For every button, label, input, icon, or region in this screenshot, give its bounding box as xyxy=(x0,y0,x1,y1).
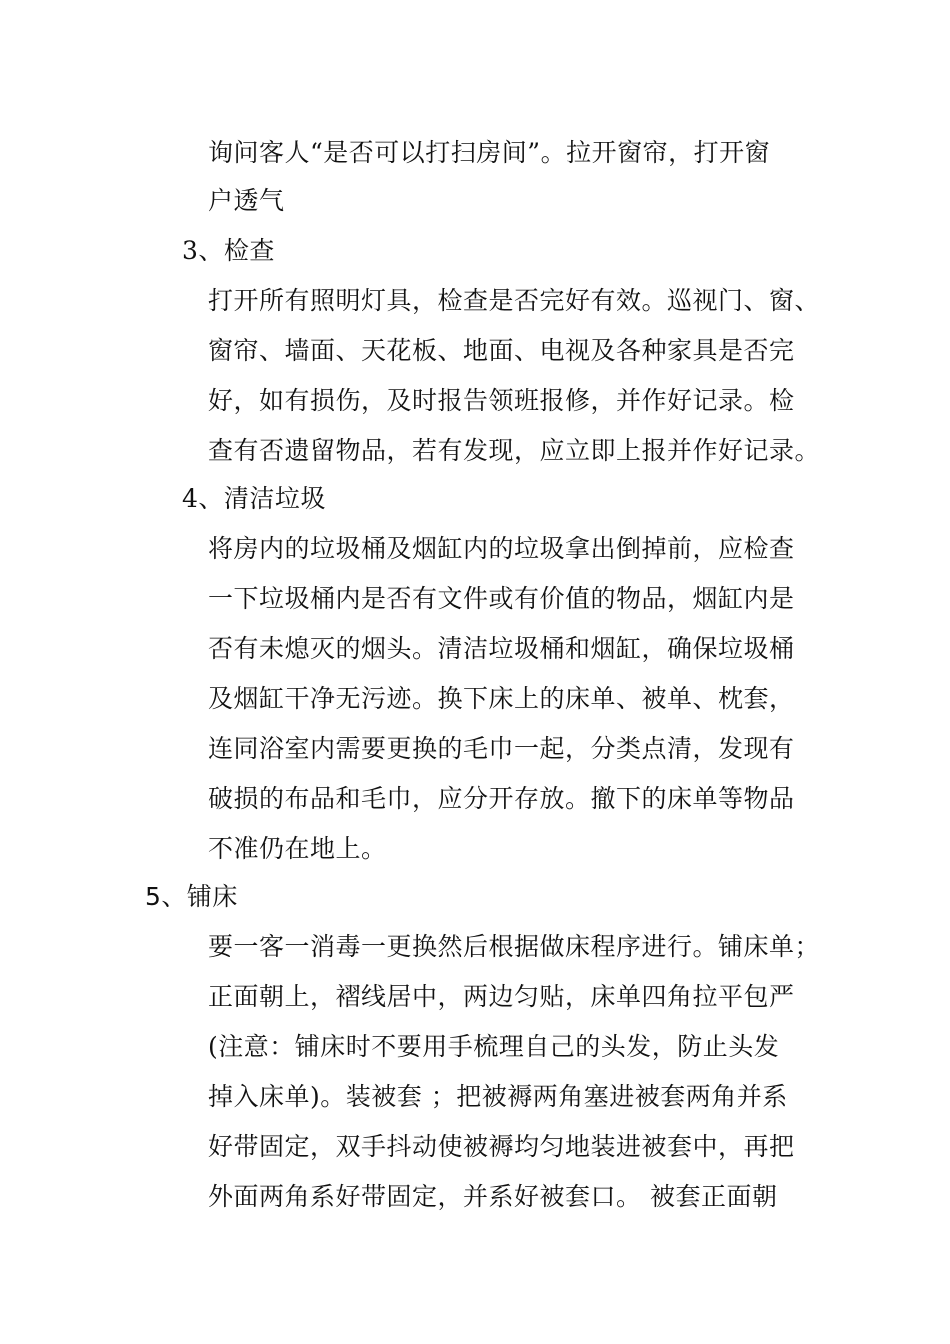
paragraph-line: 正面朝上，褶线居中，两边匀贴，床单四角拉平包严 xyxy=(208,982,795,1011)
paragraph-line: 外面两角系好带固定，并系好被套口。 被套正面朝 xyxy=(208,1182,778,1211)
section-heading-5: 5、铺床 xyxy=(145,882,238,911)
paragraph-line: 打开所有照明灯具，检查是否完好有效。巡视门、窗、 xyxy=(208,286,821,315)
paragraph-line: 不准仍在地上。 xyxy=(208,834,387,863)
section-heading-3: 3、检查 xyxy=(182,236,275,265)
paragraph-line: 一下垃圾桶内是否有文件或有价值的物品，烟缸内是 xyxy=(208,584,795,613)
paragraph-line: 询问客人“是否可以打扫房间”。拉开窗帘，打开窗 xyxy=(208,138,771,167)
paragraph-line: 否有未熄灭的烟头。清洁垃圾桶和烟缸，确保垃圾桶 xyxy=(208,634,795,663)
paragraph-line: 及烟缸干净无污迹。换下床上的床单、被单、枕套， xyxy=(208,684,795,713)
paragraph-line: 查有否遗留物品，若有发现，应立即上报并作好记录。 xyxy=(208,436,821,465)
paragraph-line: 好，如有损伤，及时报告领班报修，并作好记录。检 xyxy=(208,386,795,415)
paragraph-line: 好带固定，双手抖动使被褥均匀地装进被套中，再把 xyxy=(208,1132,795,1161)
paragraph-line: 将房内的垃圾桶及烟缸内的垃圾拿出倒掉前，应检查 xyxy=(208,534,795,563)
paragraph-line: 掉入床单)。装被套 ；把被褥两角塞进被套两角并系 xyxy=(208,1082,788,1111)
paragraph-line: 连同浴室内需要更换的毛巾一起，分类点清，发现有 xyxy=(208,734,795,763)
paragraph-line: 要一客一消毒一更换然后根据做床程序进行。铺床单； xyxy=(208,932,821,961)
paragraph-line: (注意：铺床时不要用手梳理自己的头发，防止头发 xyxy=(208,1032,780,1061)
section-heading-4: 4、清洁垃圾 xyxy=(182,484,326,513)
paragraph-line: 户透气 xyxy=(208,186,285,215)
paragraph-line: 窗帘、墙面、天花板、地面、电视及各种家具是否完 xyxy=(208,336,795,365)
paragraph-line: 破损的布品和毛巾，应分开存放。撤下的床单等物品 xyxy=(208,784,795,813)
